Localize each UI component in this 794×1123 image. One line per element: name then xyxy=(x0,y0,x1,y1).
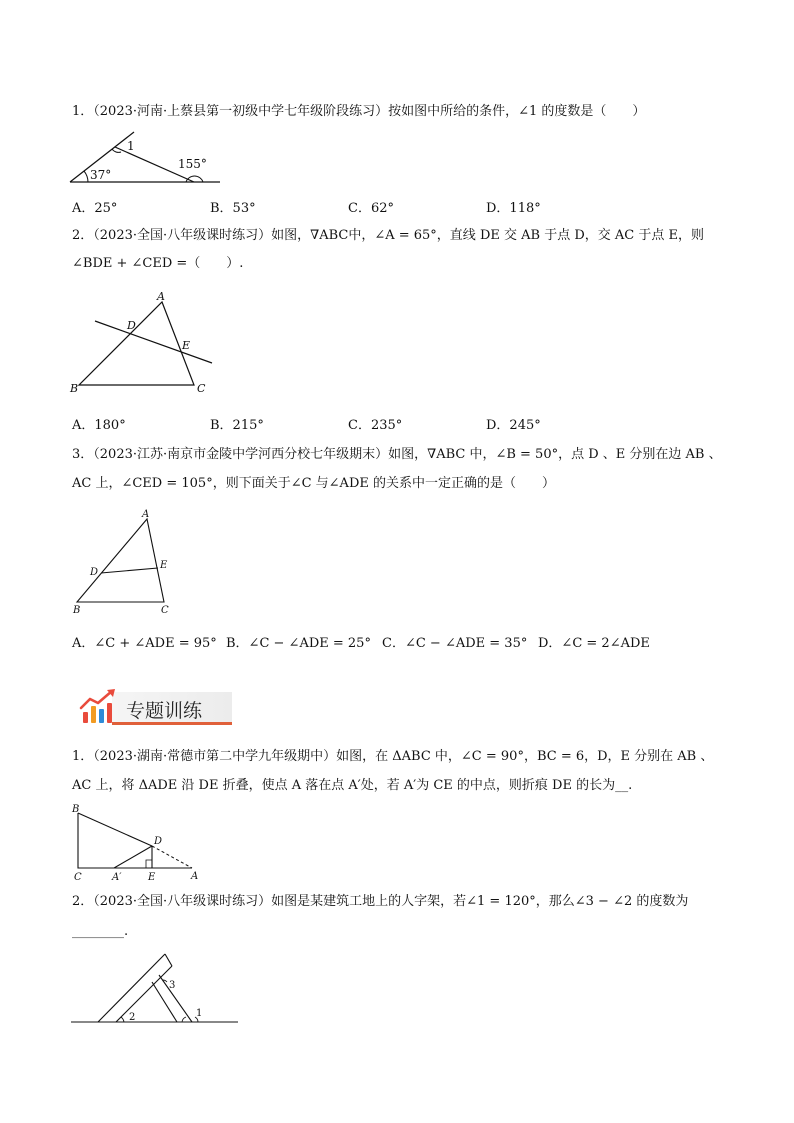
q2-label-d: D xyxy=(127,319,136,332)
p1-label-b: B xyxy=(72,804,80,815)
q2-option-b: B．215° xyxy=(210,418,264,433)
q2-option-a: A．180° xyxy=(72,418,126,433)
q2-label-e: E xyxy=(182,339,191,352)
practice-1-text-line1: 1．（2023·湖南·常德市第二中学九年级期中）如图，在 ΔABC 中，∠C = 90°，BC = 6，D，E 分别在 AB 、 xyxy=(72,749,714,764)
question-2-text-line1: 2．（2023·全国·八年级课时练习）如图，∇ABC中，∠A = 65°，直线 DE 交 AB 于点 D，交 AC 于点 E，则 xyxy=(72,228,704,243)
q3-option-d: D．∠C = 2∠ADE xyxy=(538,636,650,651)
p1-label-d: D xyxy=(154,836,163,847)
q3-figure xyxy=(68,506,178,618)
q1-angle-155-label: 155° xyxy=(178,157,207,171)
p2-angle-2-label: 2 xyxy=(129,1012,136,1023)
p2-angle-1-label: 1 xyxy=(196,1008,203,1019)
q1-option-a: A．25° xyxy=(72,201,118,216)
q1-option-d: D．118° xyxy=(486,201,541,216)
question-3-text-line1: 3．（2023·江苏·南京市金陵中学河西分校七年级期末）如图，∇ABC 中，∠B = 50°，点 D 、E 分别在边 AB 、 xyxy=(72,447,722,462)
q3-option-a: A．∠C + ∠ADE = 95° xyxy=(72,636,217,651)
q1-option-b: B．53° xyxy=(210,201,256,216)
question-1-text: 1．（2023·河南·上蔡县第一初级中学七年级阶段练习）按如图中所给的条件，∠1 的度数是（ ） xyxy=(72,104,646,119)
q1-angle-37-label: 37° xyxy=(90,168,112,182)
p2-figure xyxy=(68,948,243,1028)
section-banner-title: 专题训练 xyxy=(126,700,203,722)
practice-2-text-line1: 2．（2023·全国·八年级课时练习）如图是某建筑工地上的人字架，若∠1 = 120°，那么∠3 − ∠2 的度数为 xyxy=(72,894,689,909)
practice-2-text-line2: ________. xyxy=(72,924,129,939)
q3-label-c: C xyxy=(161,605,169,616)
question-2-text-line2: ∠BDE + ∠CED =（ ）. xyxy=(72,256,244,271)
q3-label-e: E xyxy=(160,560,168,571)
q1-figure xyxy=(68,130,228,188)
q1-option-c: C．62° xyxy=(348,201,394,216)
p1-label-a-prime: A′ xyxy=(112,872,122,883)
p1-label-c: C xyxy=(74,872,82,883)
q2-label-b: B xyxy=(70,382,79,395)
q2-option-c: C．235° xyxy=(348,418,403,433)
p1-label-a: A xyxy=(191,871,199,882)
p1-figure xyxy=(68,800,203,884)
p2-angle-3-label: 3 xyxy=(169,980,176,991)
p1-label-e: E xyxy=(148,872,156,883)
q2-label-c: C xyxy=(197,382,206,395)
q2-option-d: D．245° xyxy=(486,418,541,433)
q3-label-a: A xyxy=(142,509,150,520)
q1-angle-1-label: 1 xyxy=(127,139,135,153)
section-banner xyxy=(78,686,234,730)
q3-label-d: D xyxy=(90,567,99,578)
q3-label-b: B xyxy=(73,605,81,616)
practice-1-text-line2: AC 上，将 ΔADE 沿 DE 折叠，使点 A 落在点 A′处，若 A′为 CE 的中点，则折痕 DE 的长为__. xyxy=(72,778,633,793)
q2-label-a: A xyxy=(157,290,165,303)
question-3-text-line2: AC 上，∠CED = 105°，则下面关于∠C 与∠ADE 的关系中一定正确的是（ ） xyxy=(72,476,555,491)
q2-figure xyxy=(68,288,218,398)
chart-growth-icon xyxy=(78,688,120,726)
q3-option-b: B．∠C − ∠ADE = 25° xyxy=(226,636,371,651)
q3-option-c: C．∠C − ∠ADE = 35° xyxy=(382,636,528,651)
